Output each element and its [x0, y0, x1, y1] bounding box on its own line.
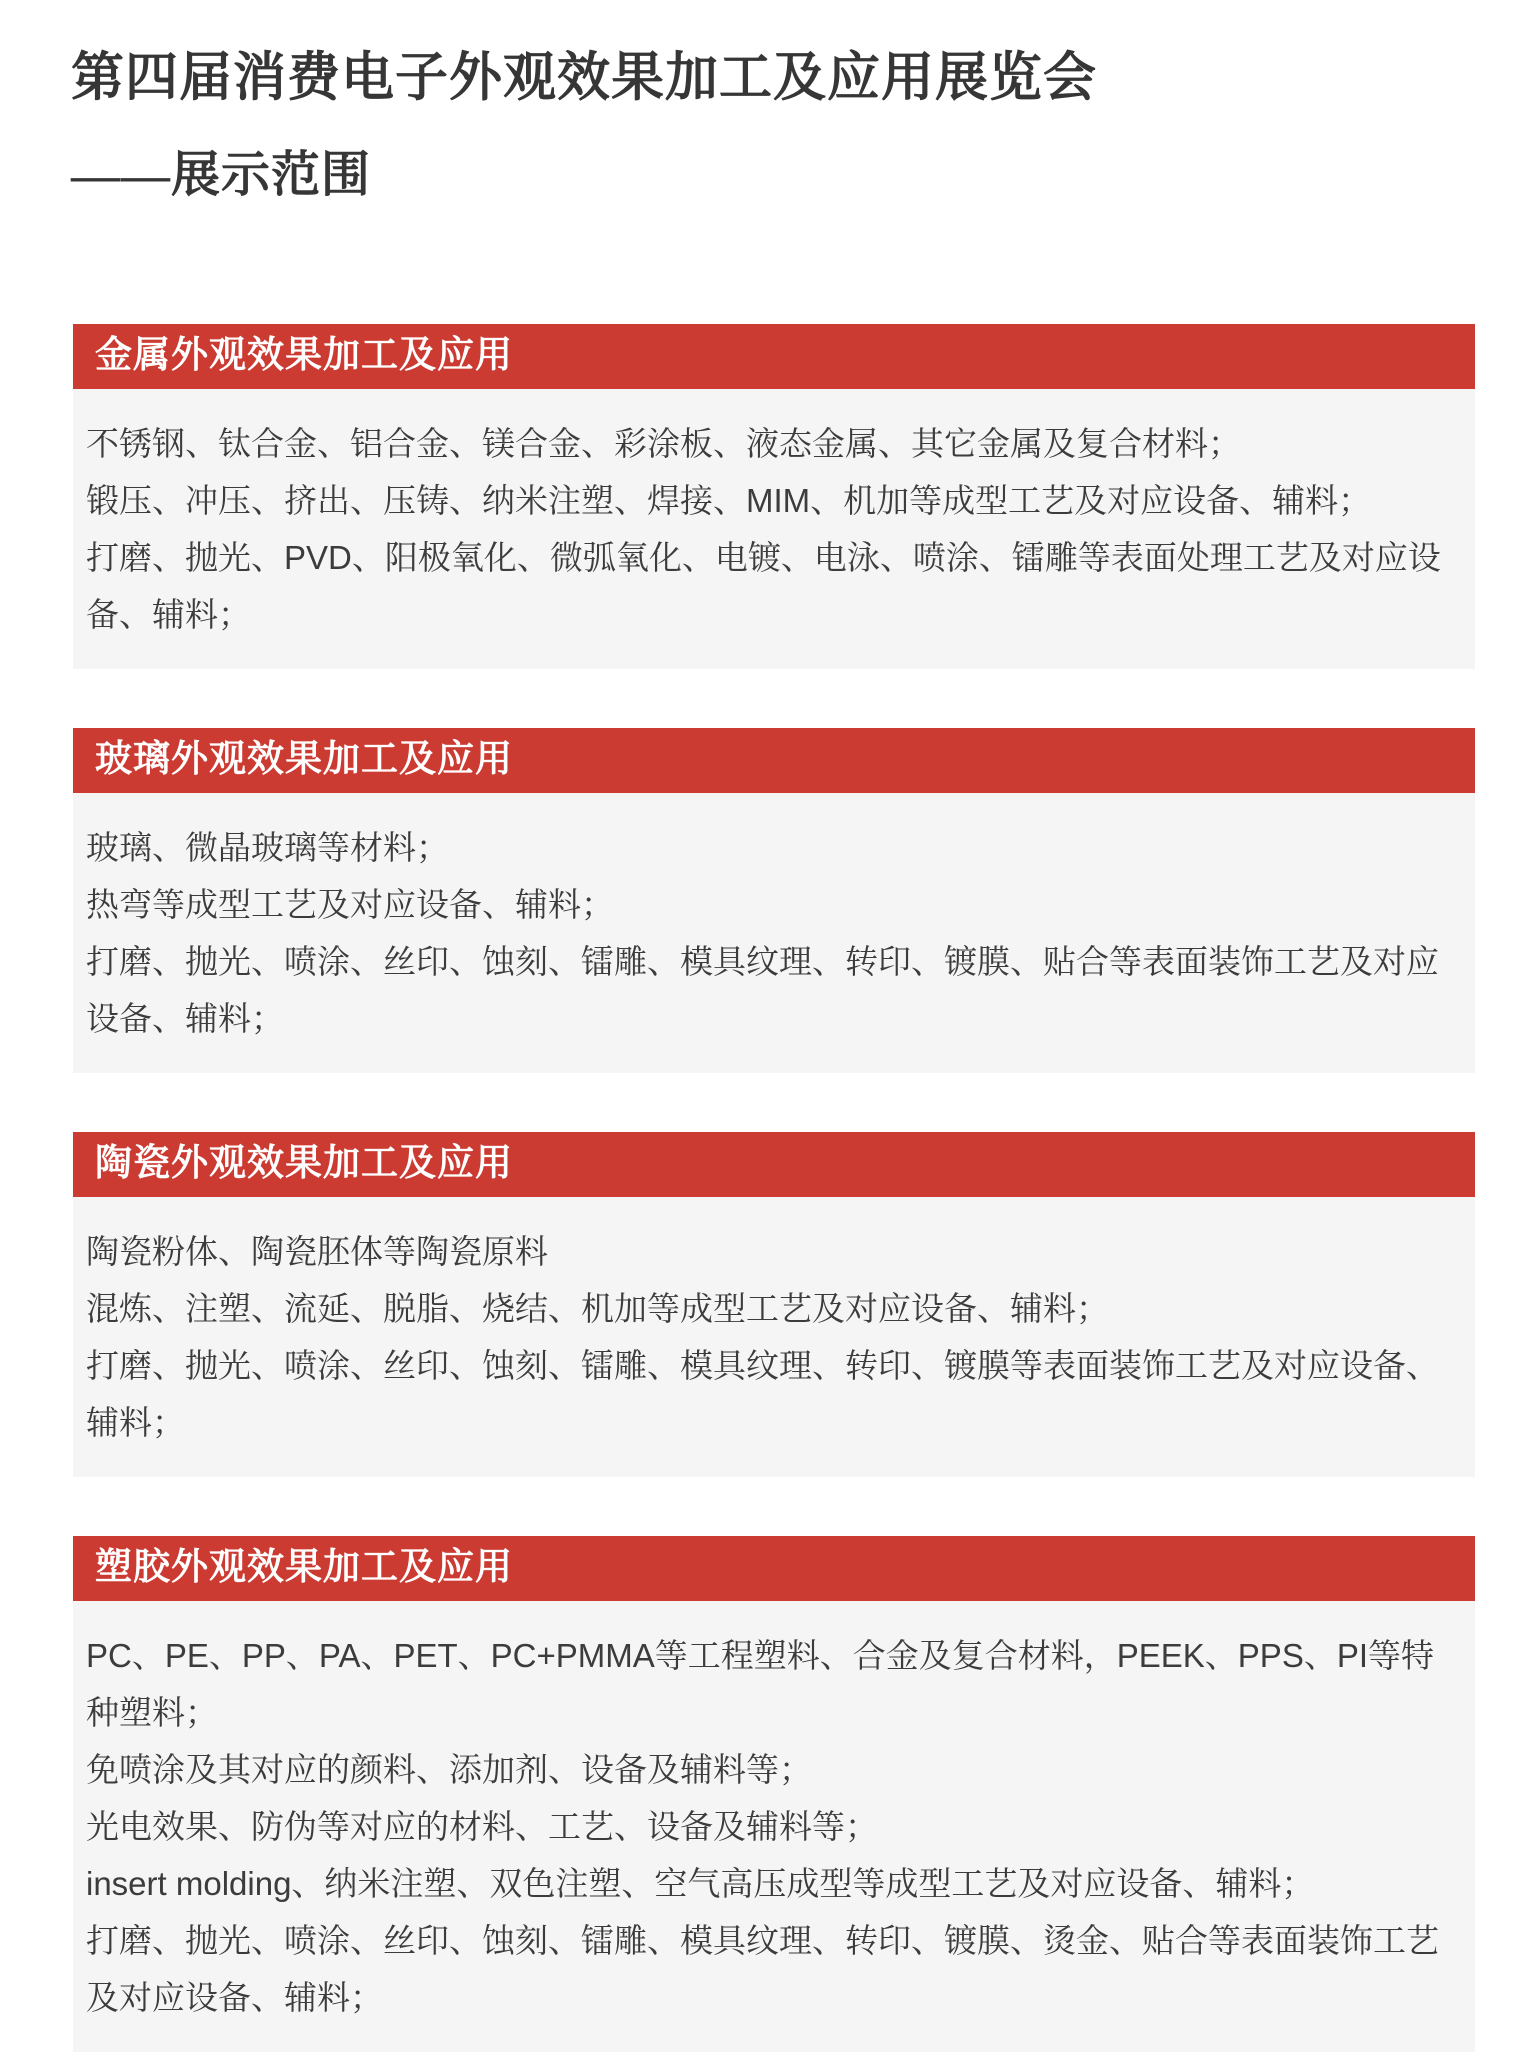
section-body [73, 1197, 1475, 1477]
section-ceramic [73, 1132, 1475, 1477]
section-header-bar [73, 324, 1475, 389]
section-metal [73, 324, 1475, 669]
section-heading: 玻璃外观效果加工及应用 [95, 738, 513, 779]
content-line: 打磨、抛光、喷涂、丝印、蚀刻、镭雕、模具纹理、转印、镀膜、烫金、贴合等表面装饰工艺及对应设备、辅料； [86, 1922, 1439, 2016]
content-line: 打磨、抛光、喷涂、丝印、蚀刻、镭雕、模具纹理、转印、镀膜等表面装饰工艺及对应设备、辅料； [86, 1347, 1439, 1441]
section-heading: 金属外观效果加工及应用 [95, 334, 513, 375]
content-line: 玻璃、微晶玻璃等材料； [86, 829, 449, 866]
title-block [0, 0, 1521, 206]
content-line: 锻压、冲压、挤出、压铸、纳米注塑、焊接、MIM、机加等成型工艺及对应设备、辅料； [86, 482, 1372, 519]
section-header-bar [73, 1132, 1475, 1197]
content-line: 混炼、注塑、流延、脱脂、烧结、机加等成型工艺及对应设备、辅料； [86, 1290, 1109, 1327]
content-line: 打磨、抛光、PVD、阳极氧化、微弧氧化、电镀、电泳、喷涂、镭雕等表面处理工艺及对应设备、辅料； [86, 539, 1441, 633]
section-header-bar [73, 1536, 1475, 1601]
content-line: 免喷涂及其对应的颜料、添加剂、设备及辅料等； [86, 1751, 812, 1788]
section-glass [73, 728, 1475, 1073]
content-line: 热弯等成型工艺及对应设备、辅料； [86, 886, 614, 923]
content-line: 陶瓷粉体、陶瓷胚体等陶瓷原料 [86, 1233, 548, 1270]
content-line: 打磨、抛光、喷涂、丝印、蚀刻、镭雕、模具纹理、转印、镀膜、贴合等表面装饰工艺及对应设备、辅料； [86, 943, 1439, 1037]
page-subtitle: ——展示范围 [71, 147, 372, 202]
content-line: 不锈钢、钛合金、铝合金、镁合金、彩涂板、液态金属、其它金属及复合材料； [86, 425, 1241, 462]
content-line: 光电效果、防伪等对应的材料、工艺、设备及辅料等； [86, 1808, 878, 1845]
section-header-bar [73, 728, 1475, 793]
section-body [73, 389, 1475, 669]
content-line: PC、PE、PP、PA、PET、PC+PMMA等工程塑料、合金及复合材料，PEEK、PPS、PI等特种塑料； [86, 1637, 1435, 1731]
page-title: 第四届消费电子外观效果加工及应用展览会 [71, 49, 1097, 107]
section-body [73, 1601, 1475, 2052]
section-heading: 陶瓷外观效果加工及应用 [95, 1142, 513, 1183]
section-heading: 塑胶外观效果加工及应用 [95, 1546, 513, 1587]
content-line: insert molding、纳米注塑、双色注塑、空气高压成型等成型工艺及对应设备、辅料； [86, 1865, 1315, 1902]
section-plastic [73, 1536, 1475, 2052]
section-body [73, 793, 1475, 1073]
section-list [73, 324, 1475, 2052]
